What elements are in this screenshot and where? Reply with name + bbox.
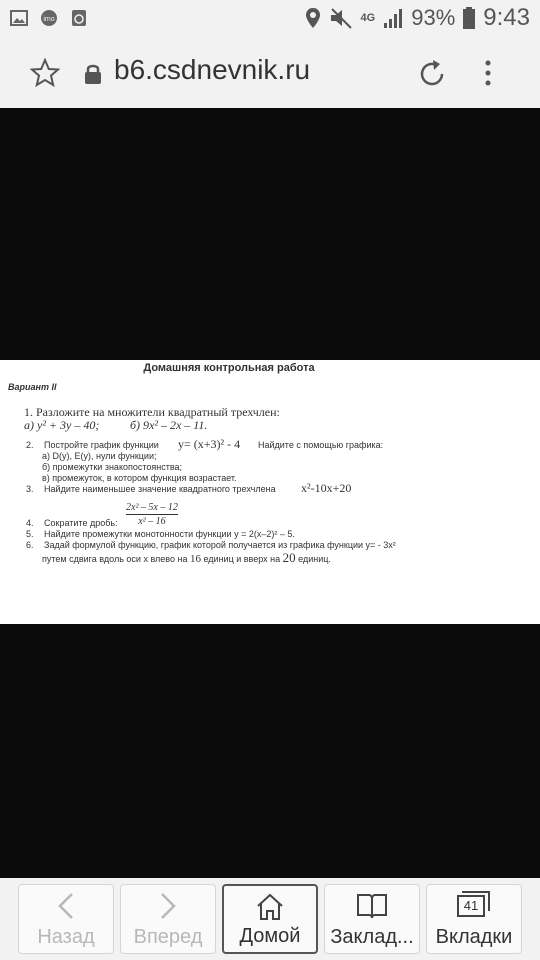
home-button[interactable] — [222, 884, 318, 954]
system-indicators — [305, 4, 530, 32]
star-icon[interactable] — [30, 58, 60, 88]
task-2-text: Постройте график функции — [44, 440, 159, 450]
signal-icon — [383, 7, 403, 29]
task-1-b: б) 9x² – 2x – 11. — [130, 418, 208, 432]
task-6-text: Задай формулой функцию, график которой получается из графика функции y= - 3x² — [44, 540, 396, 550]
task-6-number: 6. — [26, 540, 34, 550]
task-5-text: Найдите промежутки монотонности функции y = 2(x–2)² – 5. — [44, 529, 295, 539]
tabs-label: Вкладки — [435, 926, 513, 948]
task-4-line — [26, 518, 118, 528]
task-3-number: 3. — [26, 484, 34, 494]
status-bar — [0, 0, 540, 38]
back-arrow-icon — [56, 891, 76, 921]
fraction-numerator: 2x² – 5x – 12 — [126, 502, 178, 513]
page-viewport[interactable] — [0, 108, 540, 878]
address-field[interactable]: b6.csdnevnik.ru — [114, 54, 311, 85]
battery-percent: 93% — [411, 5, 456, 30]
bookmarks-label: Заклад... — [330, 926, 414, 948]
forward-label: Вперед — [133, 926, 203, 948]
task-6-number-2: 20 — [282, 550, 296, 565]
back-label: Назад — [37, 926, 95, 948]
task-5-line — [26, 529, 295, 539]
browser-toolbar — [0, 38, 540, 108]
lock-icon — [84, 63, 102, 85]
recycle-icon — [70, 9, 88, 27]
network-type: 4G — [360, 12, 376, 24]
task-2-line — [26, 440, 159, 450]
back-button[interactable] — [18, 884, 114, 954]
bookmarks-button[interactable] — [324, 884, 420, 954]
task-2-b: б) промежутки знакопостоянства; — [42, 462, 183, 472]
tabs-button[interactable] — [426, 884, 522, 954]
homework-image — [0, 360, 540, 624]
task-2-tail: Найдите с помощью графика: — [258, 440, 384, 450]
gallery-icon — [10, 9, 28, 27]
imo-icon — [40, 9, 58, 27]
task-6-line-2 — [42, 550, 331, 565]
battery-icon — [463, 7, 475, 29]
bottom-navigation — [0, 878, 540, 960]
book-icon — [356, 891, 388, 921]
task-4-fraction — [126, 502, 178, 527]
task-6-line — [26, 540, 396, 550]
task-4-text: Сократите дробь: — [44, 518, 118, 528]
document-title: Домашняя контрольная работа — [143, 362, 315, 374]
mute-icon — [329, 7, 353, 29]
location-icon — [305, 7, 321, 29]
task-3-text: Найдите наименьшее значение квадратного трехчлена — [44, 484, 276, 494]
fraction-bar — [126, 514, 178, 515]
task-3-formula: x²-10x+20 — [301, 481, 352, 495]
clock: 9:43 — [483, 4, 530, 31]
task-2-number: 2. — [26, 440, 34, 450]
fraction-denominator: x² – 16 — [138, 516, 166, 527]
home-icon — [255, 892, 285, 922]
tabs-icon — [427, 891, 521, 921]
svg-text:imo: imo — [43, 16, 55, 23]
task-2-formula: y= (x+3)² - 4 — [178, 437, 241, 451]
forward-arrow-icon — [158, 891, 178, 921]
more-menu-icon[interactable] — [482, 58, 494, 88]
task-5-number: 5. — [26, 529, 34, 539]
task-1-a: а) y² + 3y – 40; — [24, 418, 100, 432]
tabs-count: 41 — [457, 895, 485, 917]
home-label: Домой — [239, 925, 301, 947]
task-2-c: в) промежуток, в котором функция возрастает. — [42, 473, 237, 483]
task-4-number: 4. — [26, 518, 34, 528]
notification-icons — [10, 9, 88, 27]
task-1-heading: 1. Разложите на множители квадратный трехчлен: — [24, 405, 280, 419]
task-6-text-2c: единиц. — [298, 554, 331, 564]
reload-icon[interactable] — [416, 58, 448, 90]
task-2-a: а) D(y), E(y), нули функции; — [42, 451, 157, 461]
task-3-line — [26, 484, 276, 494]
task-1-parts — [24, 418, 208, 432]
task-6-text-2a: путем сдвига вдоль оси x влево на — [42, 554, 188, 564]
task-6-text-2b: единиц и вверх на — [203, 554, 281, 564]
task-6-number-1: 16 — [189, 553, 201, 565]
forward-button[interactable] — [120, 884, 216, 954]
variant-label: Вариант II — [8, 382, 57, 392]
